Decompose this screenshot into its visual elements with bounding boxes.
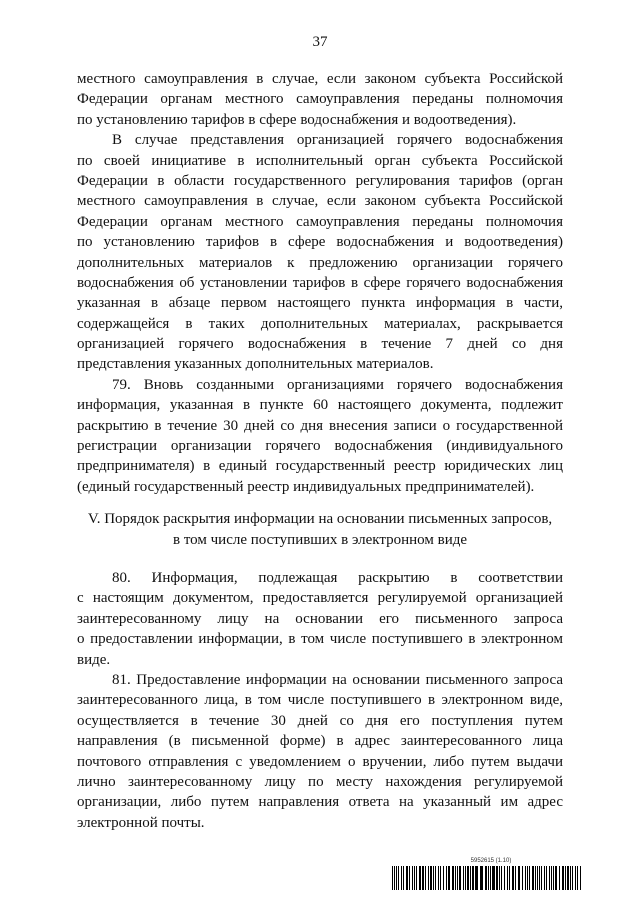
text-line: 80. Информация, подлежащая раскрытию в соответствии <box>112 569 563 586</box>
text-line: осуществляется в течение 30 дней со дня его поступления путем <box>77 712 563 729</box>
text-line: организации, либо путем направления ответа на указанный им адрес <box>77 794 563 811</box>
document-body <box>77 69 563 833</box>
paragraph-80 <box>77 568 563 670</box>
text-line: В случае представления организацией горячего водоснабжения <box>112 132 563 149</box>
page-number: 37 <box>312 34 328 50</box>
text-line: содержащейся в таких дополнительных материалах, раскрывается <box>77 315 563 332</box>
paragraph-79 <box>77 375 563 497</box>
barcode-icon <box>392 866 582 890</box>
section-heading <box>77 509 563 550</box>
text-line: представления указанных дополнительных материалов. <box>77 356 434 373</box>
text-line: информация, указанная в пункте 60 настоящего документа, подлежит <box>77 397 563 414</box>
text-line: электронной почты. <box>77 814 205 831</box>
document-footer <box>392 858 582 890</box>
text-line: местного самоуправления в случае, если законом субъекта Российской <box>77 71 563 87</box>
text-line: указанная в абзаце первом настоящего пункта информация в части, <box>77 295 563 312</box>
text-line: с настоящим документом, предоставляется регулируемой организацией <box>77 590 563 607</box>
text-line: виде. <box>77 651 111 668</box>
text-line: раскрытию в течение 30 дней со дня внесения записи о государственной <box>77 417 563 434</box>
text-line: предпринимателя) в единый государственный реестр юридических лиц <box>77 458 563 475</box>
text-line: регистрации организации горячего водоснабжения (индивидуального <box>77 438 563 455</box>
text-line: водоснабжения об установлении тарифов в сфере горячего водоснабжения <box>77 274 563 291</box>
text-line: по установлению тарифов в сфере водоснабжения и водоотведения) <box>77 234 563 251</box>
text-line: заинтересованному лицу на основании его письменного запроса <box>77 610 563 627</box>
heading-line: V. Порядок раскрытия информации на основании письменных запросов, <box>87 511 553 528</box>
text-line: почтового отправления с уведомлением о вручении, либо путем выдачи <box>77 753 563 770</box>
paragraph-81 <box>77 670 563 833</box>
text-line: направления (в письменной форме) в адрес заинтересованного лица <box>77 733 563 750</box>
text-line: (единый государственный реестр индивидуальных предпринимателей). <box>77 478 535 495</box>
text-line: заинтересованного лица, в том числе поступившего в электронном виде, <box>77 692 563 709</box>
text-line: о предоставлении информации, в том числе поступившего в электронном <box>77 631 563 648</box>
text-line: дополнительных материалов к предложению организации горячего <box>77 254 563 271</box>
text-line: 79. Вновь созданными организациями горячего водоснабжения <box>112 376 563 393</box>
text-line: Федерации органам местного самоуправления переданы полномочия <box>77 91 563 108</box>
paragraph-additional-materials <box>77 130 563 375</box>
text-line: по установлению тарифов в сфере водоснабжения и водоотведения). <box>77 111 517 128</box>
text-line: Федерации в области государственного регулирования тарифов (орган <box>77 172 563 189</box>
document-code: 5952615 (1.10) <box>470 858 512 864</box>
text-line: по своей инициативе в исполнительный орган субъекта Российской <box>77 152 563 169</box>
text-line: лично заинтересованному лицу по месту нахождения регулируемой <box>77 773 563 790</box>
text-line: местного самоуправления в случае, если законом субъекта Российской <box>77 193 563 210</box>
text-line: Федерации органам местного самоуправления переданы полномочия <box>77 213 563 230</box>
paragraph-continuation <box>77 69 563 130</box>
text-line: 81. Предоставление информации на основании письменного запроса <box>112 671 563 688</box>
heading-line: в том числе поступивших в электронном виде <box>172 531 468 548</box>
text-line: организацией горячего водоснабжения в течение 7 дней со дня <box>77 336 563 353</box>
